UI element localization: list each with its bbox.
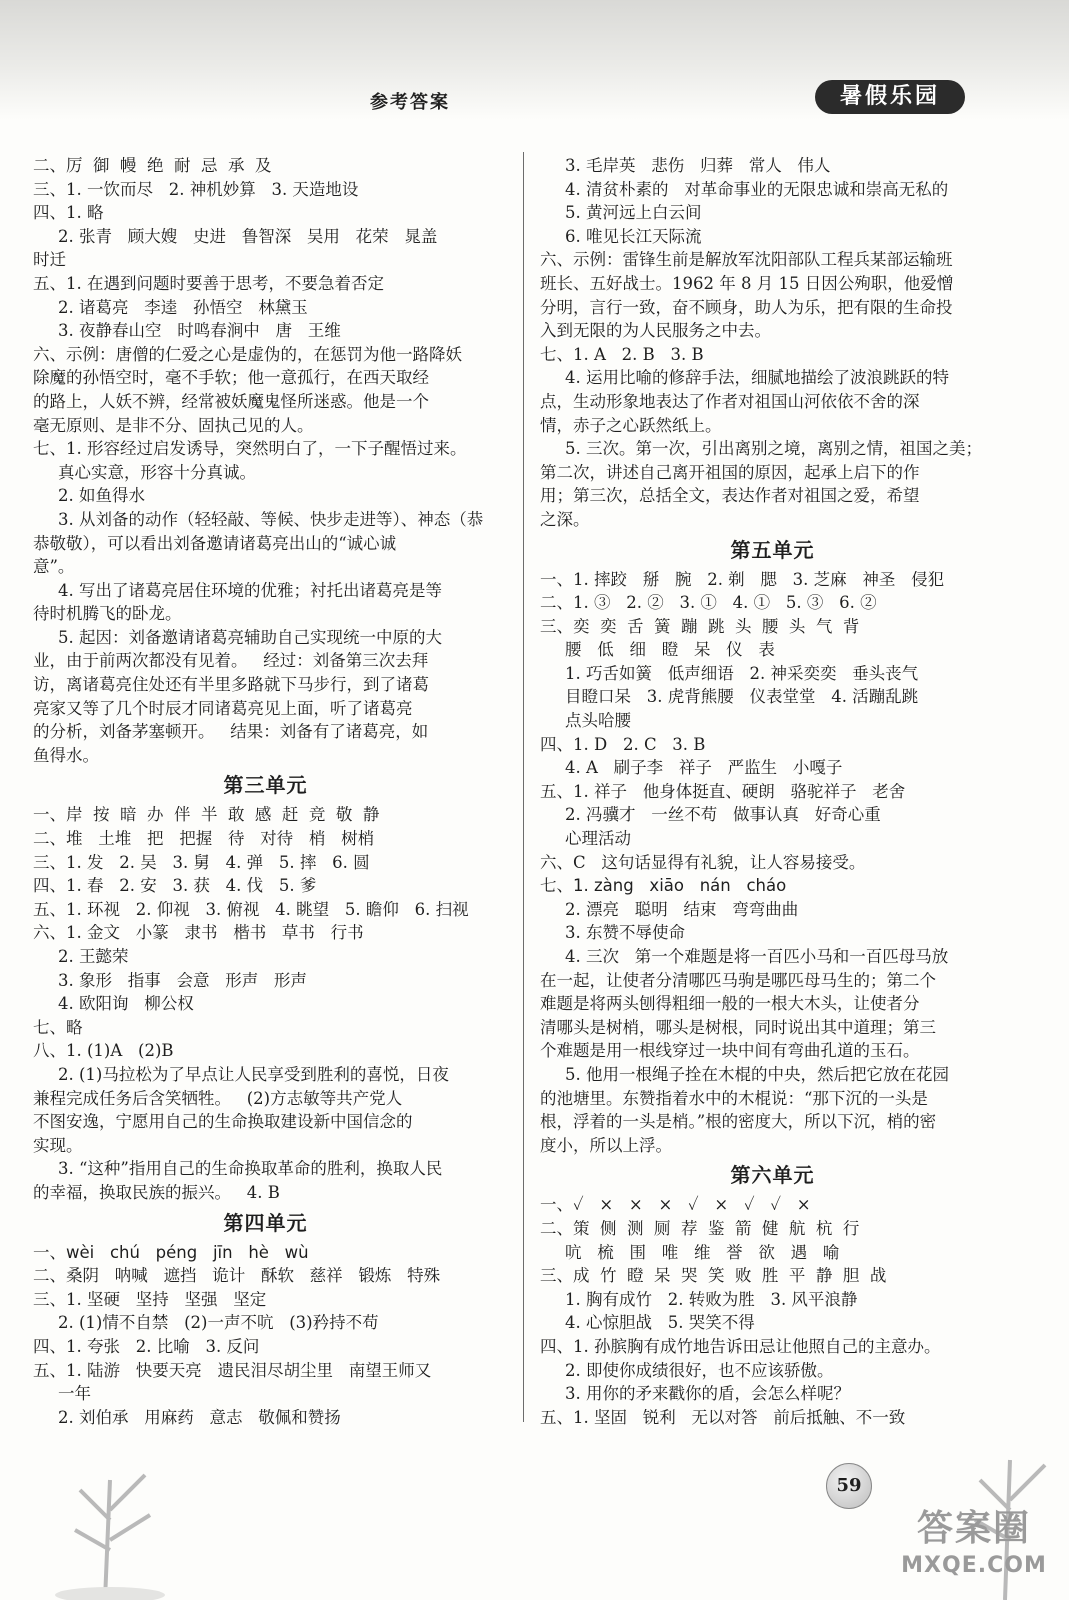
answer-line: 四、1. 夸张 2. 比喻 3. 反问	[33, 1336, 260, 1356]
answer-line: 兼程完成任务后含笑牺牲。 (2)方志敏等共产党人	[33, 1088, 403, 1108]
answer-line: 吭 梳 围 唯 维 誉 欲 遇 喻	[565, 1242, 840, 1262]
answer-line: 一、岸 按 暗 办 伴 半 敢 感 赶 竞 敬 静	[33, 805, 380, 825]
answer-line: 的幸福，换取民族的振兴。 4. B	[33, 1182, 280, 1202]
answer-line: 分明，言行一致，奋不顾身，助人为乐，把有限的生命投	[540, 297, 953, 317]
answer-line: 亮家又等了几个时辰才同诸葛亮见上面，听了诸葛亮	[33, 698, 413, 718]
answer-line: 六、示例：唐僧的仁爱之心是虚伪的，在惩罚为他一路降妖	[33, 344, 462, 364]
answer-line: 恭敬敬），可以看出刘备邀请诸葛亮出山的“诚心诚	[33, 533, 397, 553]
answer-line: 八、1. (1)A (2)B	[33, 1041, 174, 1061]
section-heading: 第六单元	[730, 1163, 815, 1188]
watermark-big-text: 答案圈	[916, 1508, 1031, 1549]
watermark-small-text: MXQE.COM	[901, 1553, 1047, 1578]
answer-line: 度小，所以上浮。	[540, 1135, 672, 1155]
answer-line: 实现。	[33, 1135, 83, 1155]
answer-line: 不图安逸，宁愿用自己的生命换取建设新中国信念的	[33, 1112, 413, 1132]
answer-line: 3. 象形 指事 会意 形声 形声	[58, 970, 307, 990]
page-number: 59	[826, 1463, 872, 1509]
answer-line: 七、略	[33, 1017, 83, 1037]
brand-badge: 暑假乐园	[815, 80, 965, 114]
answer-line: 真心实意，形容十分真诚。	[58, 462, 256, 482]
answer-line: 在一起，让使者分清哪匹马驹是哪匹母马生的；第二个	[540, 970, 936, 990]
answer-line: 2. 漂亮 聪明 结束 弯弯曲曲	[565, 899, 799, 919]
answer-line: 四、1. 春 2. 安 3. 获 4. 伐 5. 爹	[33, 876, 317, 896]
answer-line: 2. (1)马拉松为了早点让人民享受到胜利的喜悦，日夜	[58, 1064, 449, 1084]
page-header-title: 参考答案	[370, 92, 450, 113]
answer-line: 2. 如鱼得水	[58, 486, 145, 506]
answer-line: 三、奕 奕 舌 簧 蹦 跳 头 腰 头 气 背	[540, 616, 860, 636]
answer-line: 四、1. D 2. C 3. B	[540, 734, 706, 754]
answer-line: 3. 用你的矛来戳你的盾，会怎么样呢？	[565, 1384, 850, 1404]
answer-line: 腰 低 细 瞪 呆 仪 表	[565, 640, 775, 660]
answer-line: 的池塘里。东赞指着水中的木棍说：“那下沉的一头是	[540, 1088, 928, 1108]
watermark-logo	[884, 1505, 1064, 1595]
answer-line: 3. 从刘备的动作（轻轻敲、等候、快步走进等）、神态（恭	[58, 509, 484, 529]
answer-line: 二、1. ③ 2. ② 3. ① 4. ① 5. ③ 6. ②	[540, 593, 877, 613]
answer-line: 待时机腾飞的卧龙。	[33, 604, 182, 624]
answer-line: 3. 东赞不辱使命	[565, 923, 685, 943]
answer-line: 除魔的孙悟空时，毫不手软；他一意孤行，在西天取经	[33, 368, 429, 388]
answer-line: 五、1. 环视 2. 仰视 3. 俯视 4. 眺望 5. 瞻仰 6. 扫视	[33, 899, 469, 919]
answer-line: 班长、五好战士。1962 年 8 月 15 日因公殉职，他爱憎	[540, 273, 954, 293]
answer-line: 的分析，刘备茅塞顿开。 结果：刘备有了诸葛亮，如	[33, 722, 429, 742]
answer-line: 2. 刘伯承 用麻药 意志 敬佩和赞扬	[58, 1407, 341, 1427]
answer-line: 六、C 这句话显得有礼貌，让人容易接受。	[540, 852, 866, 872]
column-divider	[523, 152, 524, 1422]
answer-line: 点头哈腰	[565, 711, 631, 731]
answer-line: 第二次，讲述自己离开祖国的原因，起承上启下的作	[540, 462, 920, 482]
answer-line: 六、示例：雷锋生前是解放军沈阳部队工程兵某部运输班	[540, 250, 953, 270]
answer-line: 4. A 刷子李 祥子 严监生 小嘎子	[565, 758, 843, 778]
answer-line: 毫无原则、是非不分、固执己见的人。	[33, 415, 314, 435]
answer-line: 4. 心惊胆战 5. 哭笑不得	[565, 1313, 755, 1333]
answer-line: 2. 王懿荣	[58, 947, 129, 966]
answer-line: 2. 张青 顾大嫂 史进 鲁智深 吴用 花荣 晁盖	[58, 226, 438, 246]
answer-line: 三、成 竹 瞪 呆 哭 笑 败 胜 平 静 胆 战	[540, 1266, 887, 1286]
answer-line: 5. 他用一根绳子拴在木棍的中央，然后把它放在花园	[565, 1064, 949, 1084]
answer-line: 4. 写出了诸葛亮居住环境的优雅；衬托出诸葛亮是等	[58, 580, 442, 600]
answer-line: 情，赤子之心跃然纸上。	[540, 415, 722, 435]
answer-line: 三、1. 发 2. 吴 3. 舅 4. 弹 5. 摔 6. 圆	[33, 852, 370, 872]
answer-line: 五、1. 祥子 他身体挺直、硬朗 骆驼祥子 老舍	[540, 781, 906, 801]
answer-line: 根，浮着的一头是梢。”根的密度大，所以下沉，梢的密	[540, 1112, 937, 1132]
answer-line: 一年	[58, 1384, 91, 1404]
section-heading: 第四单元	[223, 1210, 308, 1235]
answer-line: 清哪头是树梢，哪头是树根，同时说出其中道理；第三	[540, 1017, 936, 1037]
answer-line: 六、1. 金文 小篆 隶书 楷书 草书 行书	[33, 923, 364, 943]
answer-line: 目瞪口呆 3. 虎背熊腰 仪表堂堂 4. 活蹦乱跳	[565, 687, 919, 707]
answer-line: 七、1. 形容经过启发诱导，突然明白了，一下子醒悟过来。	[33, 439, 467, 459]
answer-line: 三、1. 坚硬 坚持 坚强 坚定	[33, 1289, 267, 1309]
answer-line: 1. 巧舌如簧 低声细语 2. 神采奕奕 垂头丧气	[565, 663, 919, 683]
answer-line: 四、1. 略	[33, 203, 104, 223]
answer-line: 6. 唯见长江天际流	[565, 226, 702, 246]
answer-line: 五、1. 陆游 快要天亮 遗民泪尽胡尘里 南望王师又	[33, 1360, 432, 1380]
answer-line: 4. 清贫朴素的 对革命事业的无限忠诚和崇高无私的	[565, 179, 949, 199]
answer-line: 鱼得水。	[33, 745, 99, 765]
answer-line: 一、✓ × × × ✓ × ✓ ✓ ×	[540, 1195, 811, 1215]
answer-line: 2. 即使你成绩很好，也不应该骄傲。	[565, 1360, 834, 1380]
right-column	[540, 154, 1005, 1429]
answer-line: 5. 起因：刘备邀请诸葛亮辅助自己实现统一中原的大	[58, 627, 442, 647]
answer-line: 时迁	[33, 250, 66, 270]
left-column	[33, 154, 498, 1429]
answer-line: 个难题是用一根线穿过一块中间有弯曲孔道的玉石。	[540, 1041, 920, 1061]
answer-line: 业，由于前两次都没有见着。 经过：刘备第三次去拜	[33, 651, 429, 671]
answer-line: 意”。	[33, 557, 75, 577]
answer-line: 一、1. 摔跤 掰 腕 2. 剃 腮 3. 芝麻 神圣 侵犯	[540, 569, 945, 589]
answer-line: 1. 胸有成竹 2. 转败为胜 3. 风平浪静	[565, 1289, 858, 1309]
answer-line: 5. 黄河远上白云间	[565, 203, 702, 223]
answer-line: 七、1. zàng xiāo nán cháo	[540, 876, 787, 896]
answer-line: 用；第三次，总括全文，表达作者对祖国之爱，希望	[540, 486, 920, 506]
answer-line: 七、1. A 2. B 3. B	[540, 344, 704, 364]
answer-line: 三、1. 一饮而尽 2. 神机妙算 3. 天造地设	[33, 179, 359, 199]
answer-line: 2. (1)情不自禁 (2)一声不吭 (3)矜持不苟	[58, 1313, 379, 1333]
section-heading: 第五单元	[730, 537, 815, 562]
answer-line: 访，离诸葛亮住处还有半里多路就下马步行，到了诸葛	[33, 675, 429, 695]
answer-line: 二、堆 土堆 把 把握 待 对待 梢 树梢	[33, 829, 375, 849]
answer-line: 的路上，人妖不辨，经常被妖魔鬼怪所迷惑。他是一个	[33, 391, 429, 411]
answer-line: 一、wèi chú péng jīn hè wù	[33, 1242, 309, 1262]
section-heading: 第三单元	[223, 773, 308, 798]
answer-line: 4. 运用比喻的修辞手法，细腻地描绘了波浪跳跃的特	[565, 368, 949, 388]
answer-line: 2. 诸葛亮 李逵 孙悟空 林黛玉	[58, 297, 308, 317]
answer-line: 3. “这种”指用自己的生命换取革命的胜利，换取人民	[58, 1159, 443, 1179]
answer-line: 4. 三次 第一个难题是将一百匹小马和一百匹母马放	[565, 947, 949, 966]
answer-line: 五、1. 坚固 锐利 无以对答 前后抵触、不一致	[540, 1407, 906, 1427]
answer-line: 心理活动	[565, 829, 631, 849]
answer-line: 2. 冯骥才 一丝不苟 做事认真 好奇心重	[565, 805, 881, 825]
answer-line: 3. 夜静春山空 时鸣春涧中 唐 王维	[58, 321, 341, 341]
answer-line: 之深。	[540, 509, 590, 529]
answer-line: 二、桑阴 呐喊 遮挡 诡计 酥软 慈祥 锻炼 特殊	[33, 1266, 441, 1286]
answer-line: 4. 欧阳询 柳公权	[58, 994, 194, 1014]
answer-line: 二、策 侧 测 厕 荐 鉴 箭 健 航 杭 行	[540, 1218, 860, 1238]
answer-line: 点，生动形象地表达了作者对祖国山河依依不舍的深	[540, 391, 920, 411]
answer-line: 入到无限的为人民服务之中去。	[540, 321, 771, 341]
answer-line: 难题是将两头刨得粗细一般的一根大木头，让使者分	[540, 994, 920, 1014]
answer-line: 3. 毛岸英 悲伤 归葬 常人 伟人	[565, 156, 831, 175]
tree-decoration-left-icon	[50, 1420, 170, 1600]
answer-line: 五、1. 在遇到问题时要善于思考，不要急着否定	[33, 273, 384, 293]
answer-line: 二、厉 御 幔 绝 耐 忌 承 及	[33, 156, 272, 175]
answer-line: 四、1. 孙膑胸有成竹地告诉田忌让他照自己的主意办。	[540, 1336, 941, 1356]
answer-line: 5. 三次。第一次，引出离别之境，离别之情，祖国之美；	[565, 439, 982, 459]
